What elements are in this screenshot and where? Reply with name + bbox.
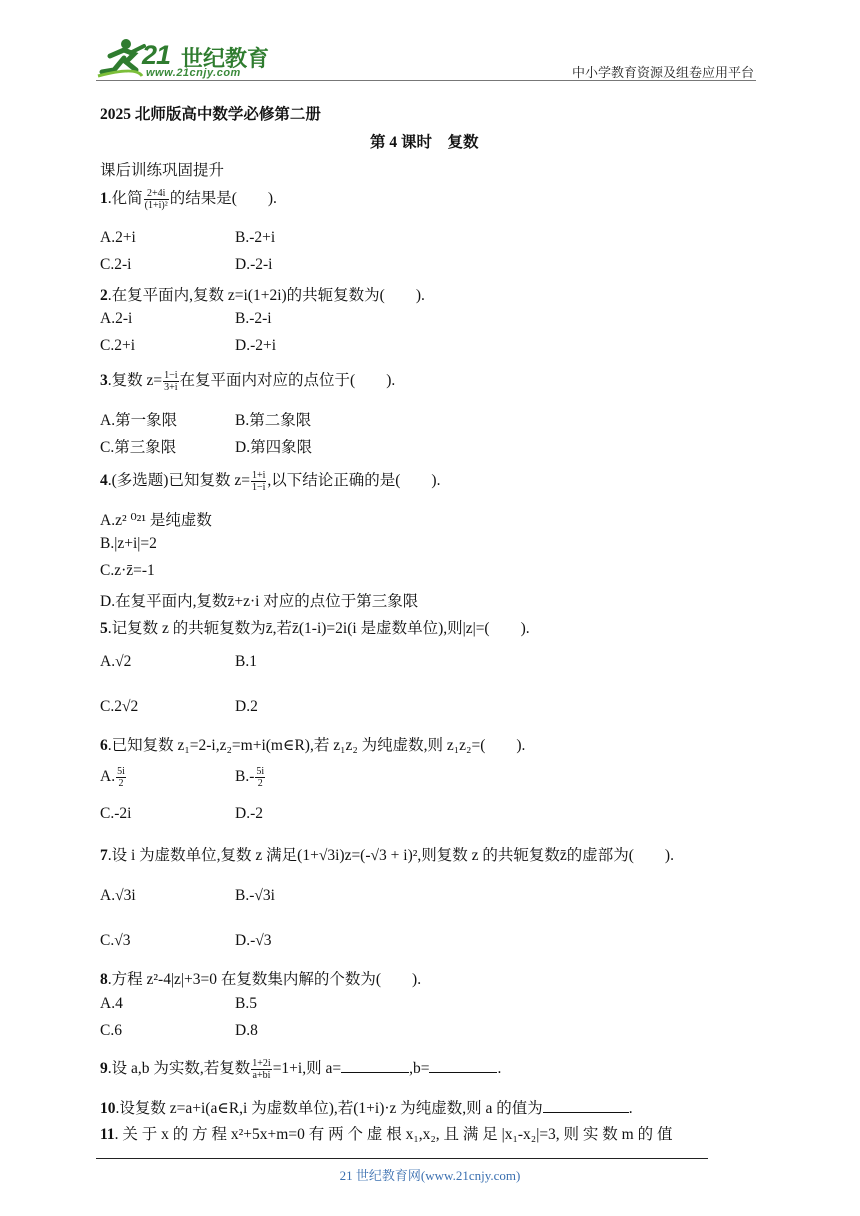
logo-text: 世纪教育 — [181, 47, 270, 72]
question-text: .设 a,b 为实数,若复数 — [107, 1060, 251, 1077]
logo-url: www.21cnjy.com — [146, 67, 241, 79]
option-a: A.2-i — [100, 310, 133, 327]
option-c: C.2√2 — [100, 698, 139, 715]
question-number: 2 — [100, 287, 108, 304]
question-text: .在复平面内,复数 z=i(1+2i)的共轭复数为( ). — [107, 287, 425, 304]
option-c: C.2+i — [100, 337, 136, 354]
answer-blank[interactable] — [341, 1058, 409, 1073]
question-text: .方程 z²-4|z|+3=0 在复数集内解的个数为( ). — [107, 971, 422, 988]
fraction: $\frac{1-i}{3+i}$ — [164, 369, 178, 393]
question-6 — [100, 733, 525, 755]
question-number: 3 — [100, 372, 108, 389]
question-text: ,b= — [409, 1060, 430, 1077]
question-text: 在复平面内对应的点位于( ). — [179, 372, 396, 389]
option-c: C.√3 — [100, 932, 131, 949]
option-d: D.8 — [235, 1022, 258, 1039]
question-text: ,以下结论正确的是( ). — [267, 472, 441, 489]
option-d: D.第四象限 — [235, 439, 313, 456]
question-8 — [100, 967, 421, 989]
question-number: 10 — [100, 1100, 116, 1117]
question-number: 1 — [100, 190, 108, 207]
option-b: B.-√3i — [235, 887, 275, 904]
option-b: B.-2-i — [235, 310, 272, 327]
question-number: 11 — [100, 1126, 115, 1143]
header-divider — [96, 80, 756, 81]
option-a: A.√2 — [100, 653, 132, 670]
option-a: A.z² ⁰²¹ 是纯虚数 — [100, 512, 212, 529]
option-a: A.√3i — [100, 887, 136, 904]
question-5 — [100, 616, 530, 638]
question-text: . 关 于 x 的 方 程 x²+5x+m=0 有 两 个 虚 根 x₁,x₂, 且 满 足 |x₁-x₂|=3, 则 实 数 m 的 值 — [114, 1126, 673, 1143]
option-b: B.- $\frac{5i}{2}$ — [235, 766, 265, 789]
answer-blank[interactable] — [543, 1098, 629, 1113]
option-b: B.|z+i|=2 — [100, 535, 157, 552]
option-d: D.-2 — [235, 805, 263, 822]
option-b: B.-2+i — [235, 229, 276, 246]
lesson-title: 第 4 课时 复数 — [370, 134, 479, 151]
question-11 — [100, 1122, 673, 1144]
question-3 — [100, 368, 395, 393]
question-text: .设 i 为虚数单位,复数 z 满足(1+√3i)z=(-√3 + i)²,则复数 z 的共轭复数z̄的虚部为( ). — [107, 847, 674, 864]
option-d: D.2 — [235, 698, 258, 715]
fraction: $\frac{1+i}{1-i}$ — [251, 469, 266, 493]
option-d: D.-√3 — [235, 932, 272, 949]
option-c: C.2-i — [100, 256, 132, 273]
question-text: .化简 — [107, 190, 143, 207]
question-text: .记复数 z 的共轭复数为z̄,若z̄(1-i)=2i(i 是虚数单位),则|z|=( ). — [107, 620, 530, 637]
question-9: 9.设 a,b 为实数,若复数 $\frac{1+2i}{a+bi}$ =1+i,则 a= ,b= . — [100, 1057, 502, 1081]
book-title: 2025 北师版高中数学必修第二册 — [100, 106, 321, 123]
logo-number: 21 — [142, 40, 171, 70]
question-number: 7 — [100, 847, 108, 864]
option-d: D.-2+i — [235, 337, 277, 354]
section-title: 课后训练巩固提升 — [100, 162, 225, 179]
question-number: 6 — [100, 737, 108, 754]
question-text: =1+i,则 a= — [272, 1060, 342, 1077]
footer-source: 21 世纪教育网(www.21cnjy.com) — [339, 1168, 521, 1183]
fraction: $\frac{2+4i}{\text{(1+i)²}}$ — [144, 187, 168, 211]
option-c: C.-2i — [100, 805, 132, 822]
question-text: .(多选题)已知复数 z= — [107, 472, 250, 489]
option-b: B.第二象限 — [235, 412, 312, 429]
question-10: 10.设复数 z=a+i(a∈R,i 为虚数单位),若(1+i)·z 为纯虚数,则 a 的值为 . — [100, 1100, 633, 1117]
question-text: .已知复数 z₁=2-i,z₂=m+i(m∈R),若 z₁z₂ 为纯虚数,则 z₁z₂=( ). — [107, 737, 526, 754]
option-d: D.在复平面内,复数z̄+z·i 对应的点位于第三象限 — [100, 593, 419, 610]
option-a: A.2+i — [100, 229, 136, 246]
option-a: A.4 — [100, 995, 123, 1012]
question-4 — [100, 468, 440, 493]
fraction: $\frac{1+2i}{a+bi}$ — [252, 1057, 271, 1081]
option-c: C.6 — [100, 1022, 122, 1039]
question-text: 的结果是( ). — [169, 190, 277, 207]
header-platform-text: 中小学教育资源及组卷应用平台 — [571, 66, 754, 81]
question-number: 5 — [100, 620, 108, 637]
answer-blank[interactable] — [429, 1058, 497, 1073]
question-text: .设复数 z=a+i(a∈R,i 为虚数单位),若(1+i)·z 为纯虚数,则 a 的值为 — [115, 1100, 543, 1117]
option-a: A.第一象限 — [100, 412, 178, 429]
question-number: 8 — [100, 971, 108, 988]
question-text: .复数 z= — [107, 372, 163, 389]
option-b: B.1 — [235, 653, 257, 670]
footer-divider — [96, 1158, 708, 1159]
question-number: 4 — [100, 472, 108, 489]
option-a: A. $\frac{5i}{2}$ — [100, 766, 125, 789]
option-d: D.-2-i — [235, 256, 273, 273]
option-c: C.z·z̄=-1 — [100, 562, 155, 579]
question-1 — [100, 186, 277, 211]
question-2 — [100, 283, 425, 305]
question-7 — [100, 843, 674, 865]
question-number: 9 — [100, 1060, 108, 1077]
option-b: B.5 — [235, 995, 257, 1012]
option-c: C.第三象限 — [100, 439, 177, 456]
